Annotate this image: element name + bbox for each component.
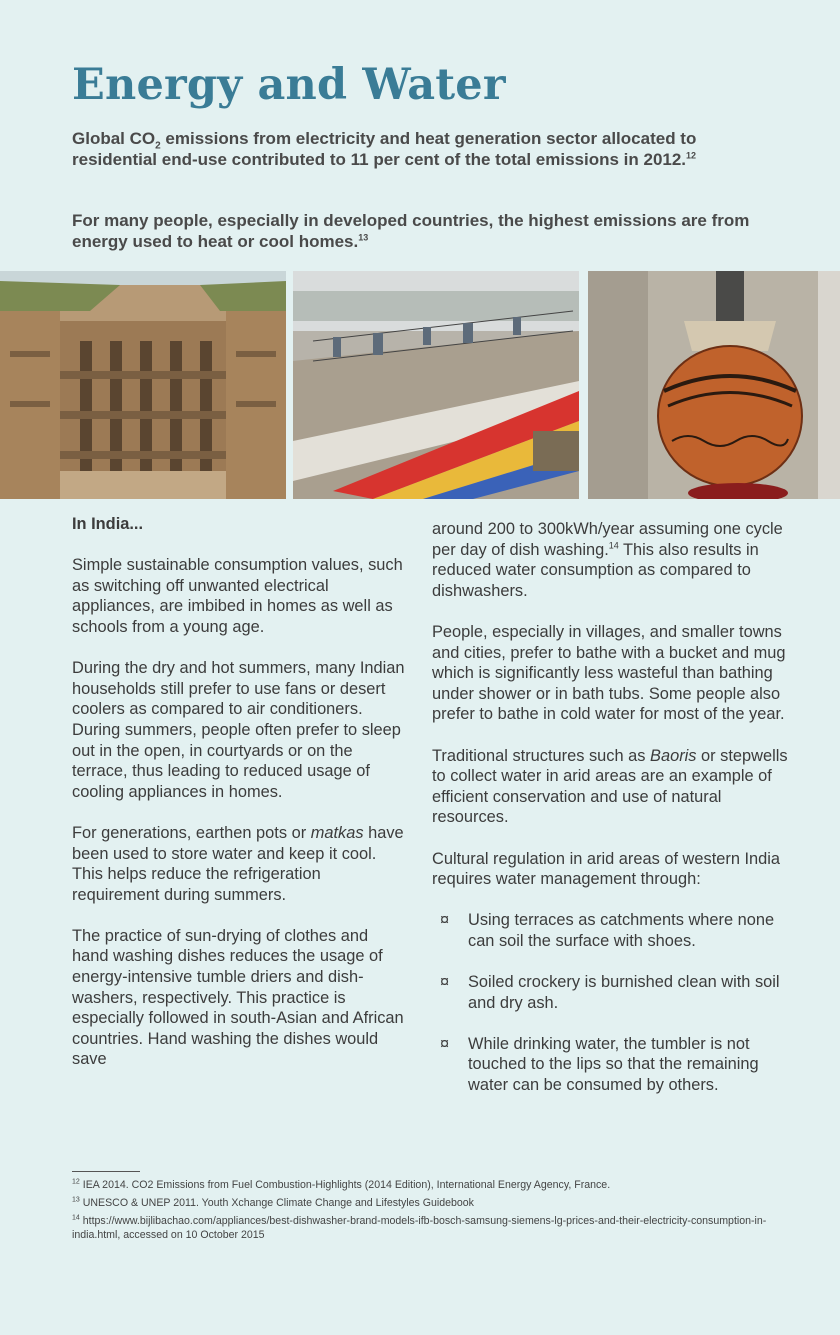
bullet-list bbox=[432, 910, 802, 1095]
section-heading: In India... bbox=[72, 515, 144, 533]
body-paragraph: Cultural regulation in arid areas of western India requires water management through: bbox=[432, 849, 781, 889]
page-title: Energy and Water bbox=[72, 60, 506, 110]
lead-paragraph-emissions: Global $CO_2$ emissions from electricity and heat generation sector allocated to residential end-use contributed to 11 per cent of the total emissions in 2012.12 bbox=[72, 129, 697, 169]
footnote: $^{12}$ IEA 2014. CO2 Emissions from Fuel Combustion-Highlights (2014 Edition), International Energy Agency, France. bbox=[72, 1178, 611, 1191]
bullet-icon: ¤ bbox=[440, 973, 450, 992]
stepwell-photo bbox=[0, 271, 286, 499]
footnote-link[interactable]: $^{14}$ https://www.bijlibachao.com/appliances/best-dishwasher-brand-models-ifb-bosch-samsung-siemens-lg-prices-and-their-electricity-consumption-in-india.html, accessed on 10 October 2015 bbox=[72, 1214, 767, 1241]
footnote-divider bbox=[72, 1171, 140, 1172]
body-paragraph: Traditional structures such as Baoris or stepwells to collect water in arid areas are an example of efficient conservation and use of natural resources. bbox=[432, 746, 788, 827]
left-column bbox=[72, 514, 408, 1091]
right-column bbox=[432, 519, 802, 1116]
body-paragraph: People, especially in villages, and smaller towns and cities, prefer to bathe with a bucket and mug which is significantly less wasteful than bathing under shower or in bath tubs. Some people also prefer to bathe in cold water for most of the year. bbox=[432, 622, 786, 724]
list-item: ¤ While drinking water, the tumbler is not touched to the lips so that the remaining water can be consumed by others. bbox=[440, 1034, 759, 1095]
bullet-icon: ¤ bbox=[440, 911, 450, 930]
list-item: ¤ Using terraces as catchments where none can soil the surface with shoes. bbox=[440, 911, 775, 950]
photo-strip bbox=[0, 271, 840, 499]
body-paragraph: around 200 to 300kWh/year assuming one cycle per day of dish washing.$^{14}$ This also results in reduced water consumption as compared to dishwashers. bbox=[432, 520, 783, 600]
body-paragraph: The practice of sun-drying of clothes and hand washing dishes reduces the usage of energy-intensive tumble driers and dish-washers, respectively. This practice is especially followed in south-Asian and African countries. Hand washing the dishes would save bbox=[72, 926, 404, 1069]
body-paragraph: For generations, earthen pots or matkas have been used to store water and keep it cool. This helps reduce the refrigeration requirement during summers. bbox=[72, 823, 404, 904]
list-item: ¤ Soiled crockery is burnished clean with soil and dry ash. bbox=[440, 973, 780, 1012]
footnote: $^{13}$ UNESCO & UNEP 2011. Youth Xchange Climate Change and Lifestyles Guidebook bbox=[72, 1196, 474, 1209]
footnotes bbox=[72, 1178, 812, 1246]
earthen-pot-photo bbox=[588, 271, 840, 499]
body-paragraph: Simple sustainable consumption values, such as switching off unwanted electrical appliances, are imbibed in homes as well as schools from a young age. bbox=[72, 556, 403, 636]
body-paragraph: During the dry and hot summers, many Indian households still prefer to use fans or desert coolers as compared to air conditioners. During summers, people often prefer to sleep out in the open, in courtyards or on the terrace, thus leading to reduced usage of cooling appliances in homes. bbox=[72, 659, 405, 801]
lead-paragraph-homes: For many people, especially in developed countries, the highest emissions are from energy used to heat or cool homes.$^{13}$ bbox=[72, 211, 750, 251]
drying-clothes-photo bbox=[293, 271, 579, 499]
bullet-icon: ¤ bbox=[440, 1034, 450, 1053]
